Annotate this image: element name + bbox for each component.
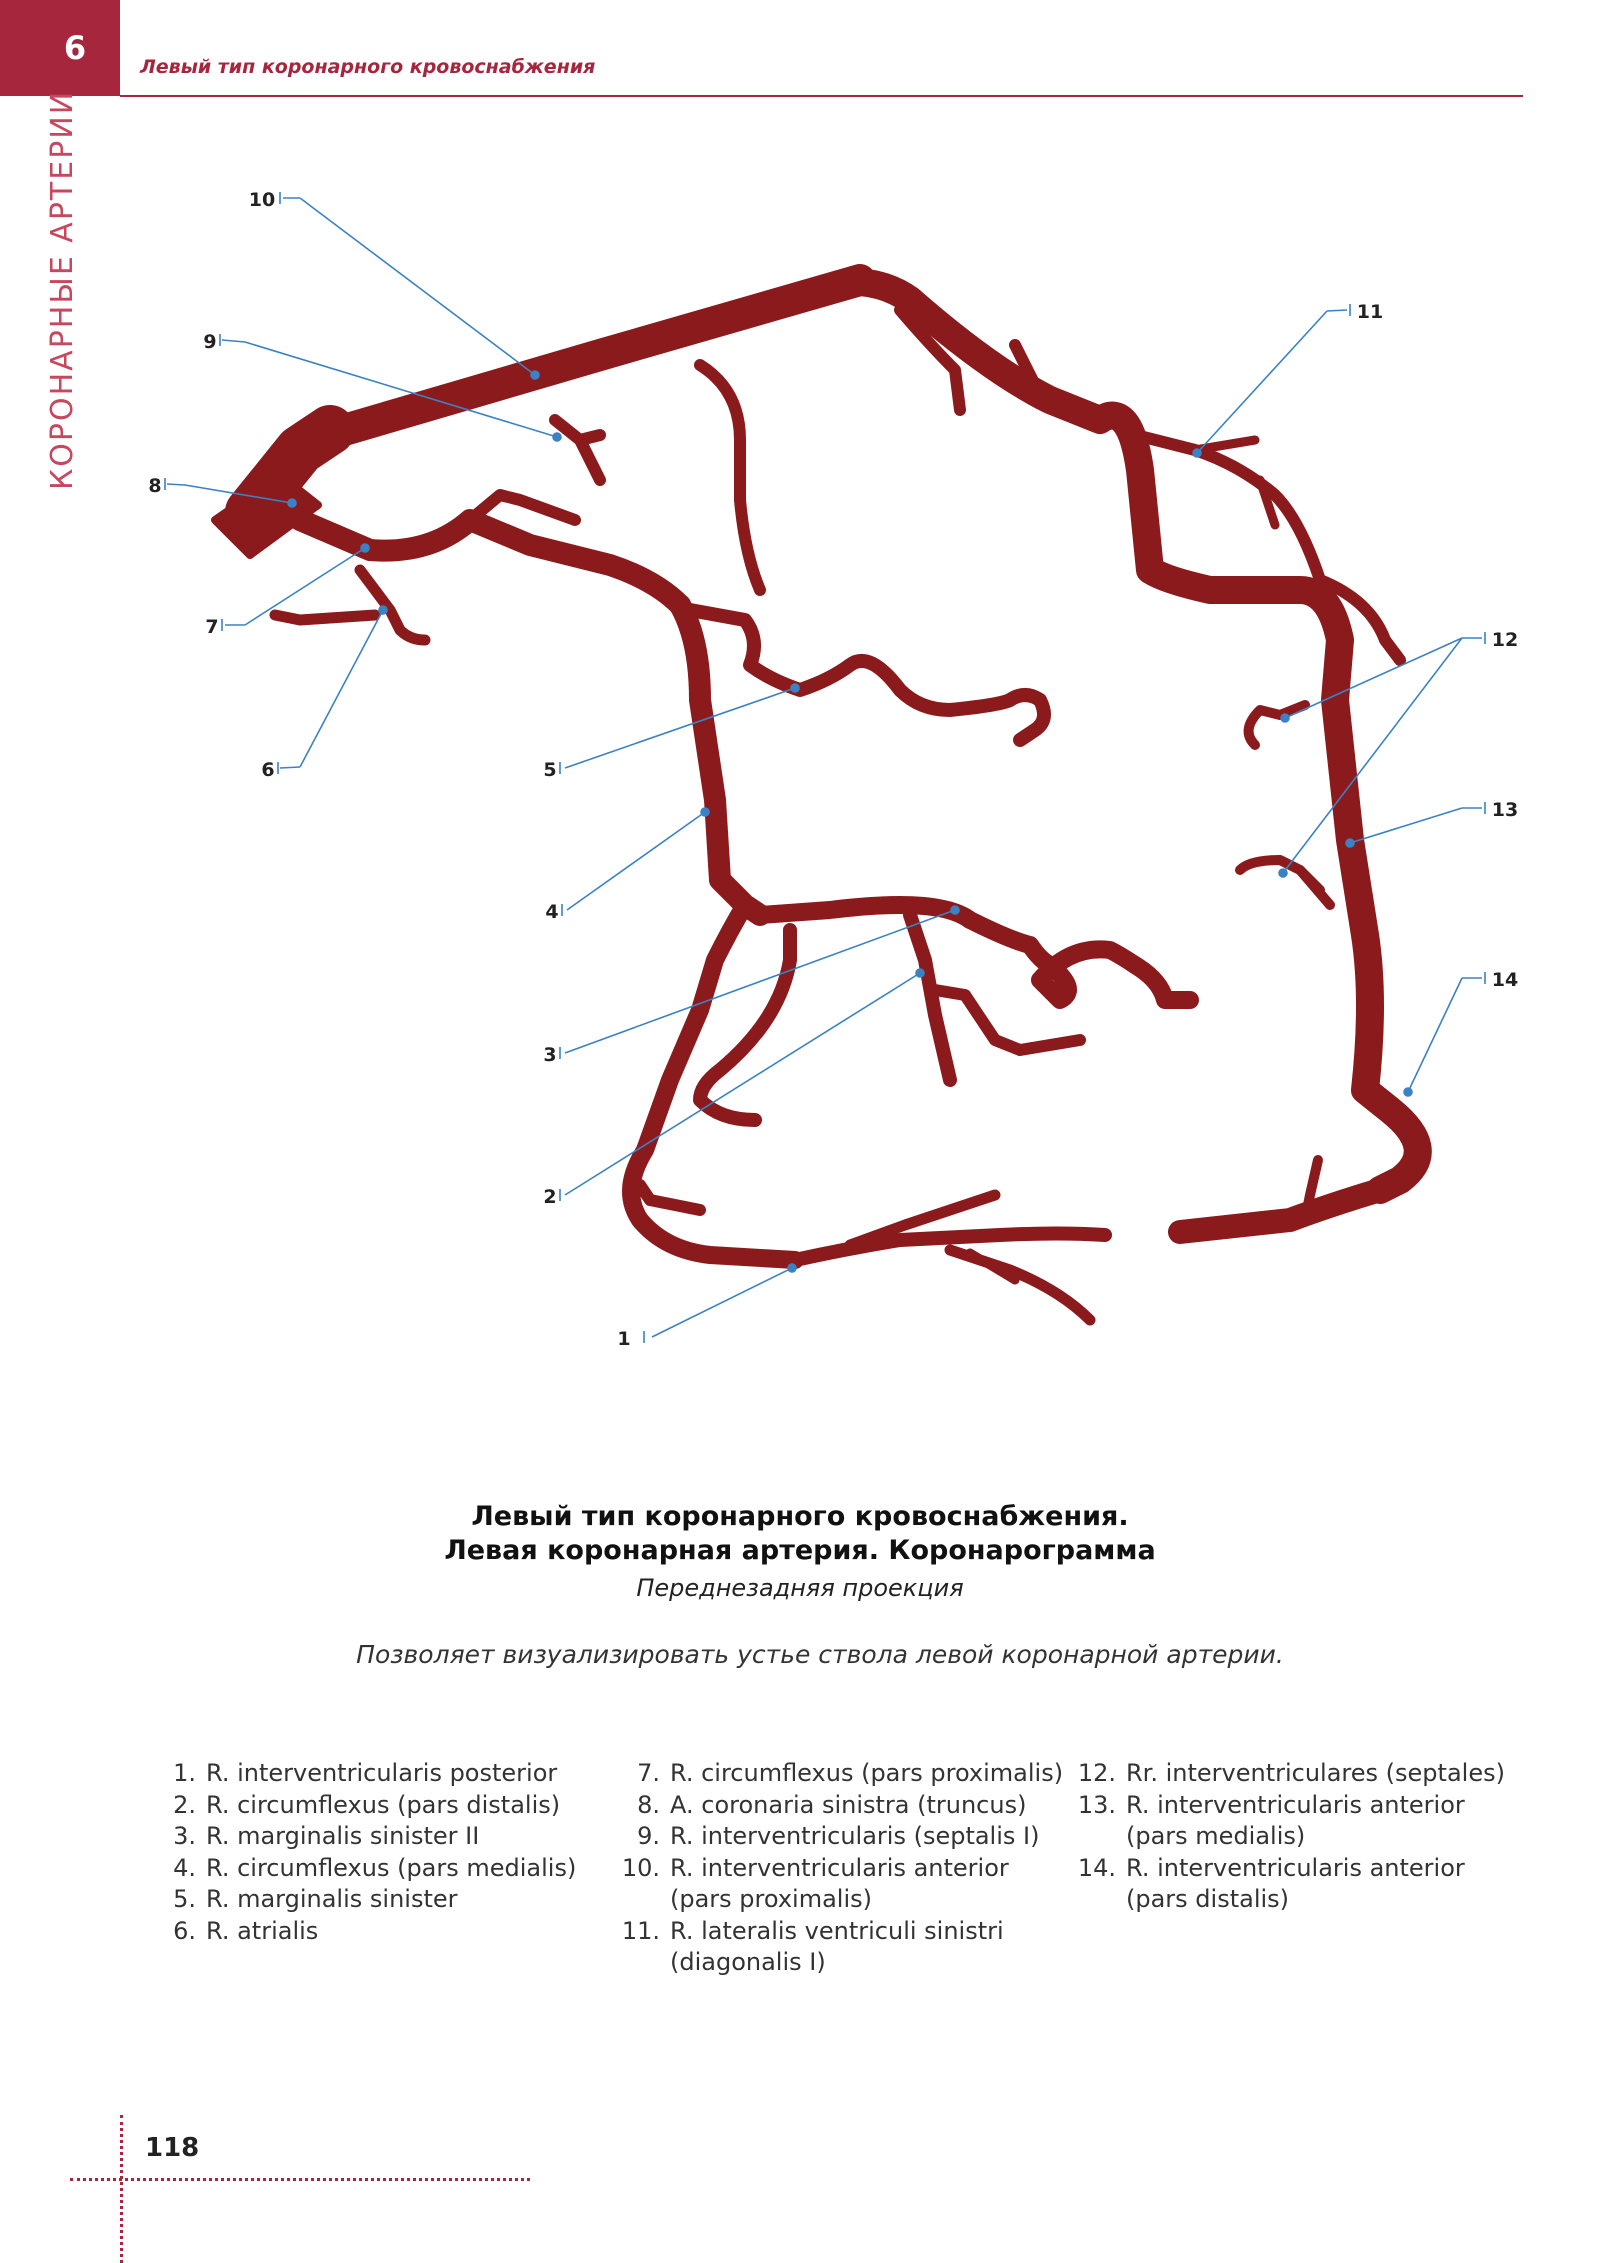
legend-number: 3. [173,1822,196,1850]
footer-dotted-rule [70,2178,530,2181]
legend-text: R. interventricularis anterior [1126,1853,1465,1882]
callout-3: 3 [543,1044,557,1066]
legend-item [150,1821,576,1853]
legend-item [1060,1758,1505,1790]
vessel-marginal-5 [690,610,1044,740]
chapter-number: 6 [63,29,87,67]
legend-item [600,1853,1063,1885]
callout-9: 9 [203,331,217,353]
vessel-branch-lower-left [640,1185,700,1210]
legend-text: R. atrialis [206,1916,319,1945]
legend-text: Rr. interventriculares (septales) [1126,1759,1505,1787]
legend-item [1060,1790,1505,1822]
legend-item [600,1947,1063,1979]
legend-text: R. marginalis sinister II [206,1822,480,1850]
legend-number: 2. [173,1790,196,1819]
legend-text: R. interventricularis (septalis I) [670,1822,1040,1850]
caption-line-1: Левый тип коронарного кровоснабжения. [471,1501,1129,1532]
footer-dotted-rule-vertical [120,2115,123,2263]
legend-item [150,1790,576,1822]
callout-1: 1 [617,1328,631,1350]
vessel-cx-branch-right [760,905,1190,1000]
vessel-branch-top-1 [700,365,760,590]
vessel-lad-distal [1180,1190,1380,1232]
legend-item [600,1884,1063,1916]
legend-number: 14. [1077,1853,1116,1882]
callout-11: 11 [1356,301,1384,323]
legend-text: R. interventricularis anterior [1126,1790,1465,1819]
callout-6: 6 [261,759,275,781]
legend-number [600,1884,670,1916]
vessel-lad-proximal [310,280,860,440]
leader-lines [165,192,1485,1343]
vessel-atrial-2 [275,615,375,620]
legend-text: (pars proximalis) [670,1885,872,1913]
callout-7: 7 [205,616,219,638]
legend-column-1 [150,1758,576,1947]
legend-text: R. circumflexus (pars proximalis) [670,1759,1064,1787]
vessel-piv-sub-2 [950,1250,1090,1320]
legend-item [150,1884,576,1916]
legend-item [150,1758,576,1790]
vessel-cx-proximal [300,520,680,605]
callout-14: 14 [1491,969,1519,991]
legend-text: R. circumflexus (pars medialis) [206,1853,577,1882]
legend-item [150,1853,576,1885]
legend-text: R. circumflexus (pars distalis) [206,1790,561,1819]
legend-column-2 [600,1758,1063,1979]
legend-item [600,1790,1063,1822]
legend-text: R. interventricularis posterior [206,1759,558,1787]
legend-text: R. marginalis sinister [206,1885,458,1913]
callout-8: 8 [148,475,162,497]
legend-number [1060,1821,1126,1853]
legend-item [1060,1821,1505,1853]
vessel-tree [215,280,1418,1320]
legend-number [600,1947,670,1979]
vessel-septal-1b [580,440,600,480]
legend-number: 11. [621,1916,660,1945]
figure-caption-subtitle: Переднезадняя проекция [636,1574,964,1602]
vessel-diagonal [1140,436,1320,580]
caption-line-2: Левая коронарная артерия. Коронарограмма [444,1535,1156,1566]
legend-number: 6. [173,1916,196,1945]
legend-text: (diagonalis I) [670,1948,826,1976]
legend-number: 10. [621,1853,660,1882]
vessel-septal-12c [1300,870,1330,905]
legend-item [1060,1853,1505,1885]
legend-number: 1. [173,1759,196,1787]
vessel-atrial [360,570,425,640]
side-section-label: КОРОНАРНЫЕ АРТЕРИИ [45,89,80,490]
figure-caption-title [0,1500,1600,1568]
legend-number: 8. [637,1790,660,1819]
legend-item [1060,1884,1505,1916]
callout-2: 2 [543,1186,557,1208]
legend-column-3 [1060,1758,1505,1916]
legend-item [600,1821,1063,1853]
legend-item [150,1916,576,1948]
legend-text: R. interventricularis anterior [670,1853,1009,1882]
callout-5: 5 [543,759,557,781]
legend-number: 5. [173,1885,196,1913]
legend-number: 13. [1077,1790,1116,1819]
legend-number: 9. [637,1822,660,1850]
legend-text: (pars distalis) [1126,1885,1290,1913]
legend-number [1060,1884,1126,1916]
callout-12: 12 [1491,629,1519,651]
legend-text: R. lateralis ventriculi sinistri [670,1916,1004,1945]
legend-number: 12. [1077,1759,1116,1787]
legend-item [600,1916,1063,1948]
header-title: Левый тип коронарного кровоснабжения [140,56,596,78]
legend-text: A. coronaria sinistra (truncus) [670,1790,1027,1819]
figure-note: Позволяет визуализировать устье ствола левой коронарной артерии. [356,1640,1284,1669]
legend-number: 4. [173,1853,196,1882]
callout-4: 4 [545,901,559,923]
legend-item [600,1758,1063,1790]
legend-text: (pars medialis) [1126,1822,1306,1850]
callout-10: 10 [248,189,276,211]
callout-13: 13 [1491,799,1519,821]
page-number: 118 [145,2133,200,2163]
legend-number: 7. [637,1759,660,1787]
vessel-septal-12a [1249,705,1305,745]
